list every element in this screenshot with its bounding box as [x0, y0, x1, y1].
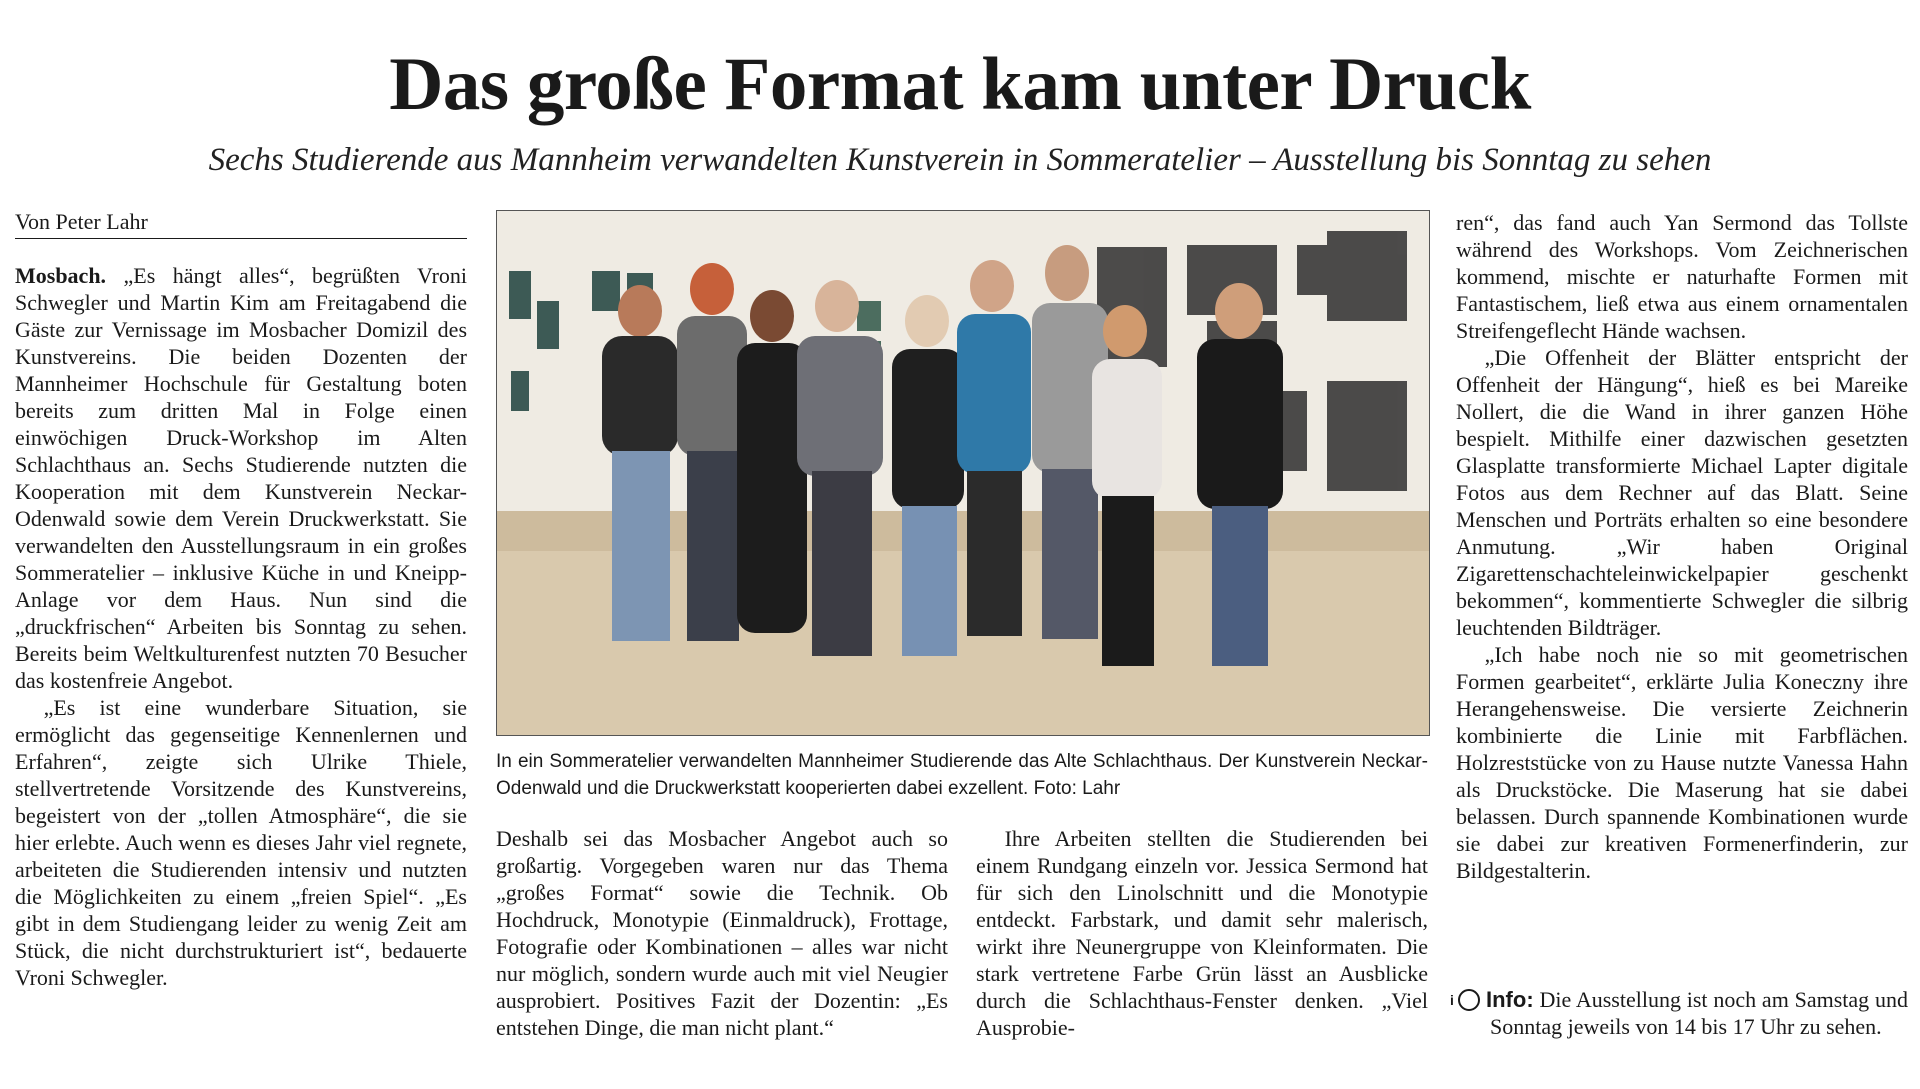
info-text: Die Ausstellung ist noch am Samstag und Sonntag jeweils von 14 bis 17 Uhr zu sehen. — [1490, 987, 1908, 1039]
info-box — [1450, 986, 1908, 1040]
info-icon: i — [1458, 989, 1480, 1011]
info-line — [1450, 986, 1908, 1040]
article-column-4 — [1456, 209, 1908, 884]
paragraph: Ihre Arbeiten stellten die Studierenden bei einem Rundgang einzeln vor. Jessica Sermond hat für sich den Linolschnitt und die Monotypie entdeckt. Farbstark, und damit sehr malerisch, wirkt ihre Neunergruppe von Kleinformaten. Die stark vertretene Farbe Grün lässt an Ausblicke durch die Schlachthaus-Fenster denken. „Viel Ausprobie- — [976, 826, 1428, 1040]
article-column-3 — [976, 825, 1428, 1041]
paragraph: „Ich habe noch nie so mit geometrischen Formen gearbeitet“, erklärte Julia Koneczny ihre Herangehensweise. Die versierte Zeichnerin kombinierte die Linie mit Farbflächen. Holzreststücke von zu Hause nutzte Vanessa Hahn als Druckstöcke. Die Maserung hat sie dabei belassen. Durch spannende Kombinationen wurde sie dabei zur kreativen Formenerfinderin, zur Bildgestalterin. — [1456, 642, 1908, 883]
byline: Von Peter Lahr — [15, 209, 467, 239]
paragraph: ren“, das fand auch Yan Sermond das Tollste während des Workshops. Vom Zeichnerischen kommend, mischte er naturhafte Formen mit Fantastischem, ließ etwa aus einem ornamentalen Streifengeflecht Hände wachsen. — [1456, 210, 1908, 343]
info-label: Info: — [1486, 987, 1534, 1012]
caption-text: In ein Sommeratelier verwandelten Mannheimer Studierende das Alte Schlachthaus. Der Kunstverein Neckar-Odenwald und die Druckwerkstatt kooperierten dabei exzellent. — [496, 751, 1428, 799]
article-photo — [496, 210, 1430, 736]
article-column-2 — [496, 825, 948, 1041]
article-subheadline: Sechs Studierende aus Mannheim verwandelten Kunstverein in Sommeratelier – Ausstellung bis Sonntag zu sehen — [208, 142, 1712, 178]
paragraph: Deshalb sei das Mosbacher Angebot auch so großartig. Vorgegeben waren nur das Thema „großes Format“ sowie die Technik. Ob Hochdruck, Monotypie (Einmaldruck), Frottage, Fotografie oder Kombinationen – alles war nicht nur möglich, sondern wurde auch mit viel Neugier ausprobiert. Positives Fazit der Dozentin: „Es entstehen Dinge, die man nicht plant.“ — [496, 826, 948, 1040]
dateline: Mosbach. — [15, 263, 107, 288]
article-headline: Das große Format kam unter Druck — [389, 43, 1531, 126]
photo-credit: Foto: Lahr — [1033, 778, 1121, 799]
photo-caption — [496, 748, 1428, 802]
paragraph-text: „Es hängt alles“, begrüßten Vroni Schwegler und Martin Kim am Freitagabend die Gäste zur Vernissage im Mosbacher Domizil des Kunstvereins. Die beiden Dozenten der Mannheimer Hochschule für Gestaltung boten bereits zum dritten Mal in Folge einen einwöchigen Druck-Workshop im Alten Schlachthaus an. Sechs Studierende nutzten die Kooperation mit dem Kunstverein Neckar-Odenwald sowie dem Verein Druckwerkstatt. Sie verwandelten den Ausstellungsraum in ein großes Sommeratelier – inklusive Küche in und Kneipp-Anlage vor dem Haus. Nun sind die „druckfrischen“ Arbeiten bis Sonntag zu sehen. Bereits beim Weltkulturenfest nutzten 70 Besucher das kostenfreie Angebot. — [15, 263, 468, 693]
article-column-1 — [15, 262, 467, 991]
paragraph: „Es ist eine wunderbare Situation, sie ermöglicht das gegenseitige Kennenlernen und Erfahren“, zeigte sich Ulrike Thiele, stellvertretende Vorsitzende des Kunstvereins, begeistert von der „tollen Atmosphäre“, die sie hier erlebte. Auch wenn es dieses Jahr viel regnete, arbeiteten die Studierenden intensiv und nutzten die Möglichkeiten zu einem „freien Spiel“. „Es gibt in dem Studiengang leider zu wenig Zeit am Stück, die nicht durchstrukturiert ist“, bedauerte Vroni Schwegler. — [15, 695, 467, 990]
paragraph: „Die Offenheit der Blätter entspricht der Offenheit der Hängung“, hieß es bei Mareike Nollert, die die Wand in ihrer ganzen Höhe bespielt. Mithilfe einer dazwischen gesetzten Glasplatte transformierte Michael Lapter digitale Fotos aus dem Rechner auf das Blatt. Seine Menschen und Porträts erhalten so eine besondere Anmutung. „Wir haben Original Zigarettenschachteleinwickelpapier geschenkt bekommen“, kommentierte Schwegler die silbrig leuchtenden Bildträger. — [1456, 345, 1908, 640]
paragraph — [15, 262, 467, 694]
